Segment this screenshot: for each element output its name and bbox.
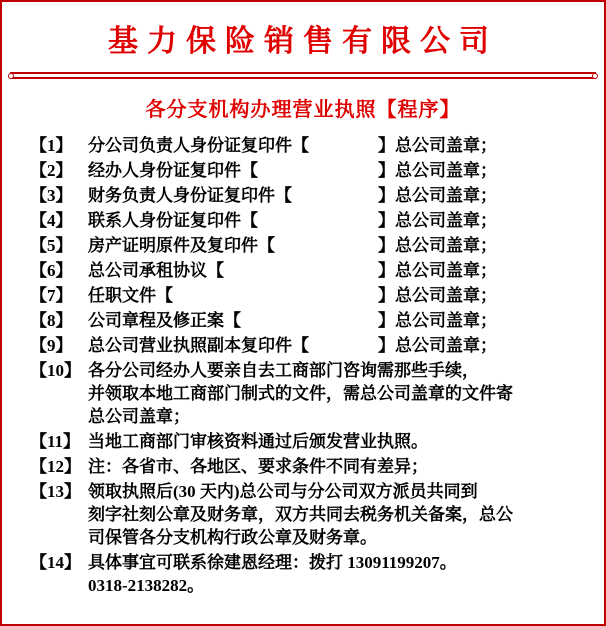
item-text: 联系人身份证复印件【 bbox=[88, 211, 258, 230]
item-number: 【13】 bbox=[30, 482, 81, 501]
item-tail: 】总公司盖章； bbox=[378, 211, 497, 230]
item-tail: 】总公司盖章； bbox=[378, 336, 497, 355]
item-body bbox=[88, 209, 588, 232]
item-text: 任职文件【 bbox=[88, 286, 173, 305]
item-tail: 】总公司盖章； bbox=[378, 136, 497, 155]
item-body bbox=[88, 480, 588, 549]
item-tail: 】总公司盖章； bbox=[378, 236, 497, 255]
item-text-line3: 司保管各分支机构行政公章及财务章。 bbox=[88, 528, 377, 547]
item-text: 财务负责人身份证复印件【 bbox=[88, 186, 292, 205]
item-body bbox=[88, 334, 588, 357]
item-text: 各分公司经办人要亲自去工商部门咨询需那些手续， bbox=[88, 361, 479, 380]
company-title: 基力保险销售有限公司 bbox=[108, 25, 498, 58]
item-number: 【3】 bbox=[30, 186, 73, 205]
item-text-line2: 并领取本地工商部门制式的文件，需总公司盖章的文件寄 bbox=[88, 384, 513, 403]
item-tail: 】总公司盖章； bbox=[378, 311, 497, 330]
list-item bbox=[30, 259, 588, 282]
item-text-line2: 0318-2138282。 bbox=[88, 576, 205, 595]
item-tail: 】总公司盖章； bbox=[378, 161, 497, 180]
item-text: 领取执照后(30 天内)总公司与分公司双方派员共同到 bbox=[88, 482, 478, 501]
divider-line-bottom bbox=[10, 77, 596, 79]
item-number: 【6】 bbox=[30, 261, 73, 280]
item-number: 【2】 bbox=[30, 161, 73, 180]
item-number: 【10】 bbox=[30, 361, 81, 380]
list-item bbox=[30, 334, 588, 357]
item-body bbox=[88, 234, 588, 257]
document-title: 各分支机构办理营业执照【程序】 bbox=[145, 99, 461, 121]
item-text: 注：各省市、各地区、要求条件不同有差异； bbox=[88, 457, 428, 476]
item-body bbox=[88, 309, 588, 332]
list-item bbox=[30, 134, 588, 157]
list-item bbox=[30, 480, 588, 549]
item-tail: 】总公司盖章； bbox=[378, 261, 497, 280]
item-text: 总公司承租协议【 bbox=[88, 261, 224, 280]
item-body bbox=[88, 184, 588, 207]
divider-dot-left bbox=[8, 73, 14, 79]
list-item bbox=[30, 184, 588, 207]
item-text-line2: 刻字社刻公章及财务章，双方共同去税务机关备案，总公 bbox=[88, 505, 513, 524]
item-body bbox=[88, 359, 588, 428]
item-body bbox=[88, 284, 588, 307]
item-text: 公司章程及修正案【 bbox=[88, 311, 241, 330]
item-number: 【1】 bbox=[30, 136, 73, 155]
list-item bbox=[30, 234, 588, 257]
list-item bbox=[30, 159, 588, 182]
item-body bbox=[88, 551, 588, 597]
item-text: 当地工商部门审核资料通过后颁发营业执照。 bbox=[88, 432, 428, 451]
item-text: 具体事宜可联系徐建恩经理：拨打 13091199207。 bbox=[88, 553, 457, 572]
list-item bbox=[30, 309, 588, 332]
item-tail: 】总公司盖章； bbox=[378, 186, 497, 205]
item-number: 【8】 bbox=[30, 311, 73, 330]
item-text: 总公司营业执照副本复印件【 bbox=[88, 336, 309, 355]
item-body bbox=[88, 259, 588, 282]
item-number: 【14】 bbox=[30, 553, 81, 572]
list-item bbox=[30, 359, 588, 428]
item-text-line3: 总公司盖章； bbox=[88, 407, 190, 426]
item-number: 【9】 bbox=[30, 336, 73, 355]
item-body bbox=[88, 134, 588, 157]
list-item bbox=[30, 455, 588, 478]
decorative-divider bbox=[10, 72, 596, 79]
item-number: 【12】 bbox=[30, 457, 81, 476]
item-number: 【11】 bbox=[30, 432, 81, 451]
divider-dot-right bbox=[592, 73, 598, 79]
item-text: 房产证明原件及复印件【 bbox=[88, 236, 275, 255]
procedure-list bbox=[2, 134, 604, 597]
list-item bbox=[30, 551, 588, 597]
item-body bbox=[88, 430, 588, 453]
item-number: 【5】 bbox=[30, 236, 73, 255]
item-text: 分公司负责人身份证复印件【 bbox=[88, 136, 309, 155]
list-item bbox=[30, 209, 588, 232]
item-body bbox=[88, 159, 588, 182]
item-number: 【7】 bbox=[30, 286, 73, 305]
item-number: 【4】 bbox=[30, 211, 73, 230]
item-text: 经办人身份证复印件【 bbox=[88, 161, 258, 180]
list-item bbox=[30, 284, 588, 307]
list-item bbox=[30, 430, 588, 453]
item-tail: 】总公司盖章； bbox=[378, 286, 497, 305]
item-body bbox=[88, 455, 588, 478]
divider-line-top bbox=[10, 72, 596, 74]
